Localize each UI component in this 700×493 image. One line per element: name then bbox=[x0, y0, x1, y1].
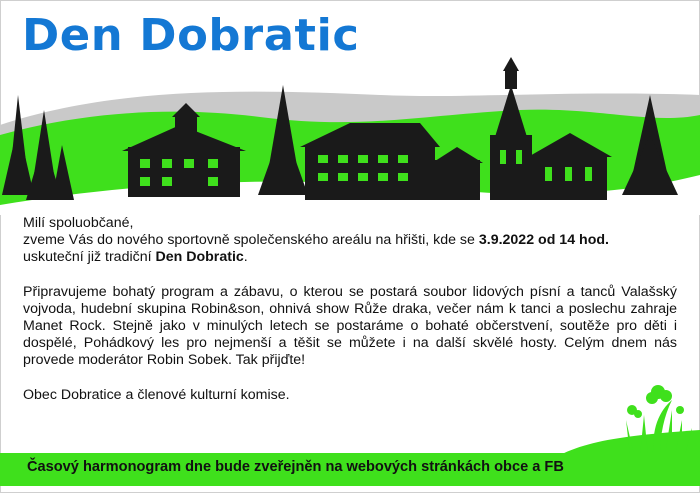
greeting: Milí spoluobčané, bbox=[23, 215, 134, 231]
footer-note: Časový harmonogram dne bude zveřejněn na webových stránkách obce a FB bbox=[27, 459, 564, 475]
village-silhouette-illustration bbox=[0, 55, 700, 215]
invitation-body bbox=[23, 215, 677, 404]
invite-text: zveme Vás do nového sportovně společenského areálu na hřišti, kde se bbox=[23, 232, 479, 249]
poster-title: Den Dobratic bbox=[22, 10, 360, 61]
punctuation: . bbox=[243, 249, 248, 266]
invitation-paragraph bbox=[23, 215, 677, 267]
program-paragraph: Připravujeme bohatý program a zábavu, o kterou se postará soubor lidových písní a tanců Valašský vojvoda, hudební skupina Robin&son, ohnivá show Růže draka, večer nám k tanci a poslechu zahraje Manet Rock. Stejně jako v minulých letech se postaráme o bohaté občerstvení, soutěže pro děti i dospělé, Pohádkový les pro nejmenší a těšit se můžete i na další skvělé hosty. Celým dnem nás provede moderátor Robin Sobek. Tak přijďte! bbox=[23, 283, 677, 369]
grass-flowers-decoration bbox=[560, 380, 700, 455]
signature: Obec Dobratice a členové kulturní komise. bbox=[23, 386, 290, 403]
event-date-time: 3.9.2022 od 14 hod. bbox=[478, 232, 609, 249]
invite-text-2: uskuteční již tradiční bbox=[23, 249, 156, 266]
event-name: Den Dobratic bbox=[155, 249, 244, 266]
